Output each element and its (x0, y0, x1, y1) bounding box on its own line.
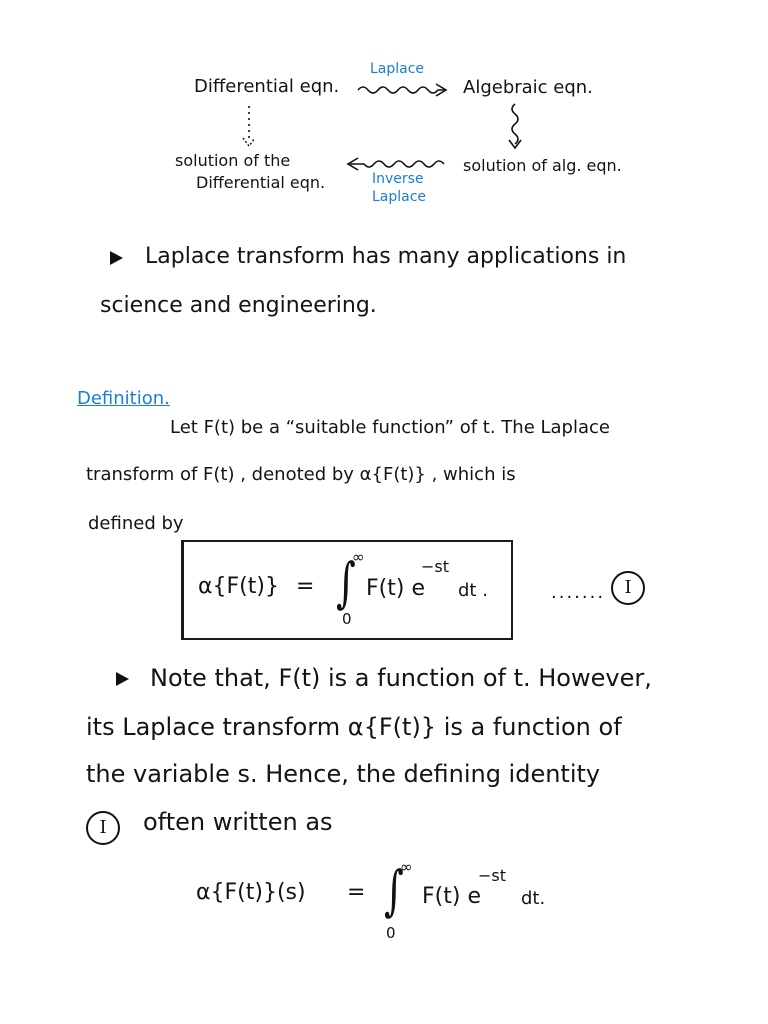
formula1-leader-dots: ....... (551, 582, 606, 603)
bullet2-line1: Note that, F(t) is a function of t. However, (150, 664, 652, 692)
solution-de-label-line1: solution of the (175, 151, 291, 170)
algebraic-eqn-label: Algebraic eqn. (463, 77, 593, 98)
formula2-dt: dt. (521, 888, 546, 909)
definition-heading: Definition. (77, 388, 170, 409)
solution-alg-label: solution of alg. eqn. (463, 156, 622, 175)
formula2-lower-limit: 0 (386, 924, 396, 942)
diagram-arrows (0, 0, 768, 260)
equation-tag-1: I (611, 571, 645, 605)
formula2-equals: = (347, 880, 366, 905)
formula2-exponent: −st (478, 866, 507, 885)
formula1-integral-sign: ∫ (336, 551, 356, 614)
bullet1-line2: science and engineering. (100, 293, 377, 318)
equation-tag-2: I (86, 811, 120, 845)
formula1-upper-limit: ∞ (352, 548, 365, 566)
bullet2-line4: often written as (143, 808, 333, 836)
laplace-wavy-arrow (358, 87, 444, 93)
inverse-wavy-arrow (350, 161, 444, 167)
dotted-arrowhead (243, 138, 255, 146)
bullet-marker-2 (116, 672, 129, 686)
wavy-down-arrow (512, 104, 518, 144)
bullet1-line1: Laplace transform has many applications in (145, 244, 627, 269)
formula2-integrand: F(t) e (422, 884, 481, 909)
inverse-laplace-label-line2: Laplace (372, 189, 427, 205)
formula2-integral-sign: ∫ (384, 859, 404, 922)
formula1-dt: dt . (458, 580, 488, 601)
laplace-arrow-label: Laplace (370, 61, 425, 77)
solution-de-label-line2: Differential eqn. (196, 173, 326, 192)
bullet2-line3: the variable s. Hence, the defining identity (86, 760, 601, 788)
formula2-lhs: α{F(t)}(s) (196, 880, 306, 905)
differential-eqn-label: Differential eqn. (194, 76, 340, 97)
definition-line1: Let F(t) be a “suitable function” of t. The Laplace (170, 417, 610, 438)
formula1-lhs: α{F(t)} (198, 574, 279, 599)
inverse-laplace-label-line1: Inverse (372, 171, 424, 187)
formula2-upper-limit: ∞ (400, 858, 413, 876)
definition-line2: transform of F(t) , denoted by α{F(t)} , which is (86, 464, 516, 485)
formula1-integrand: F(t) e (366, 576, 425, 601)
definition-line3: defined by (88, 513, 184, 534)
bullet2-line2: its Laplace transform α{F(t)} is a function of (86, 713, 622, 741)
formula1-exponent: −st (421, 557, 450, 576)
formula1-equals: = (296, 574, 315, 599)
bullet-marker-1 (110, 251, 123, 265)
formula1-lower-limit: 0 (342, 610, 352, 628)
